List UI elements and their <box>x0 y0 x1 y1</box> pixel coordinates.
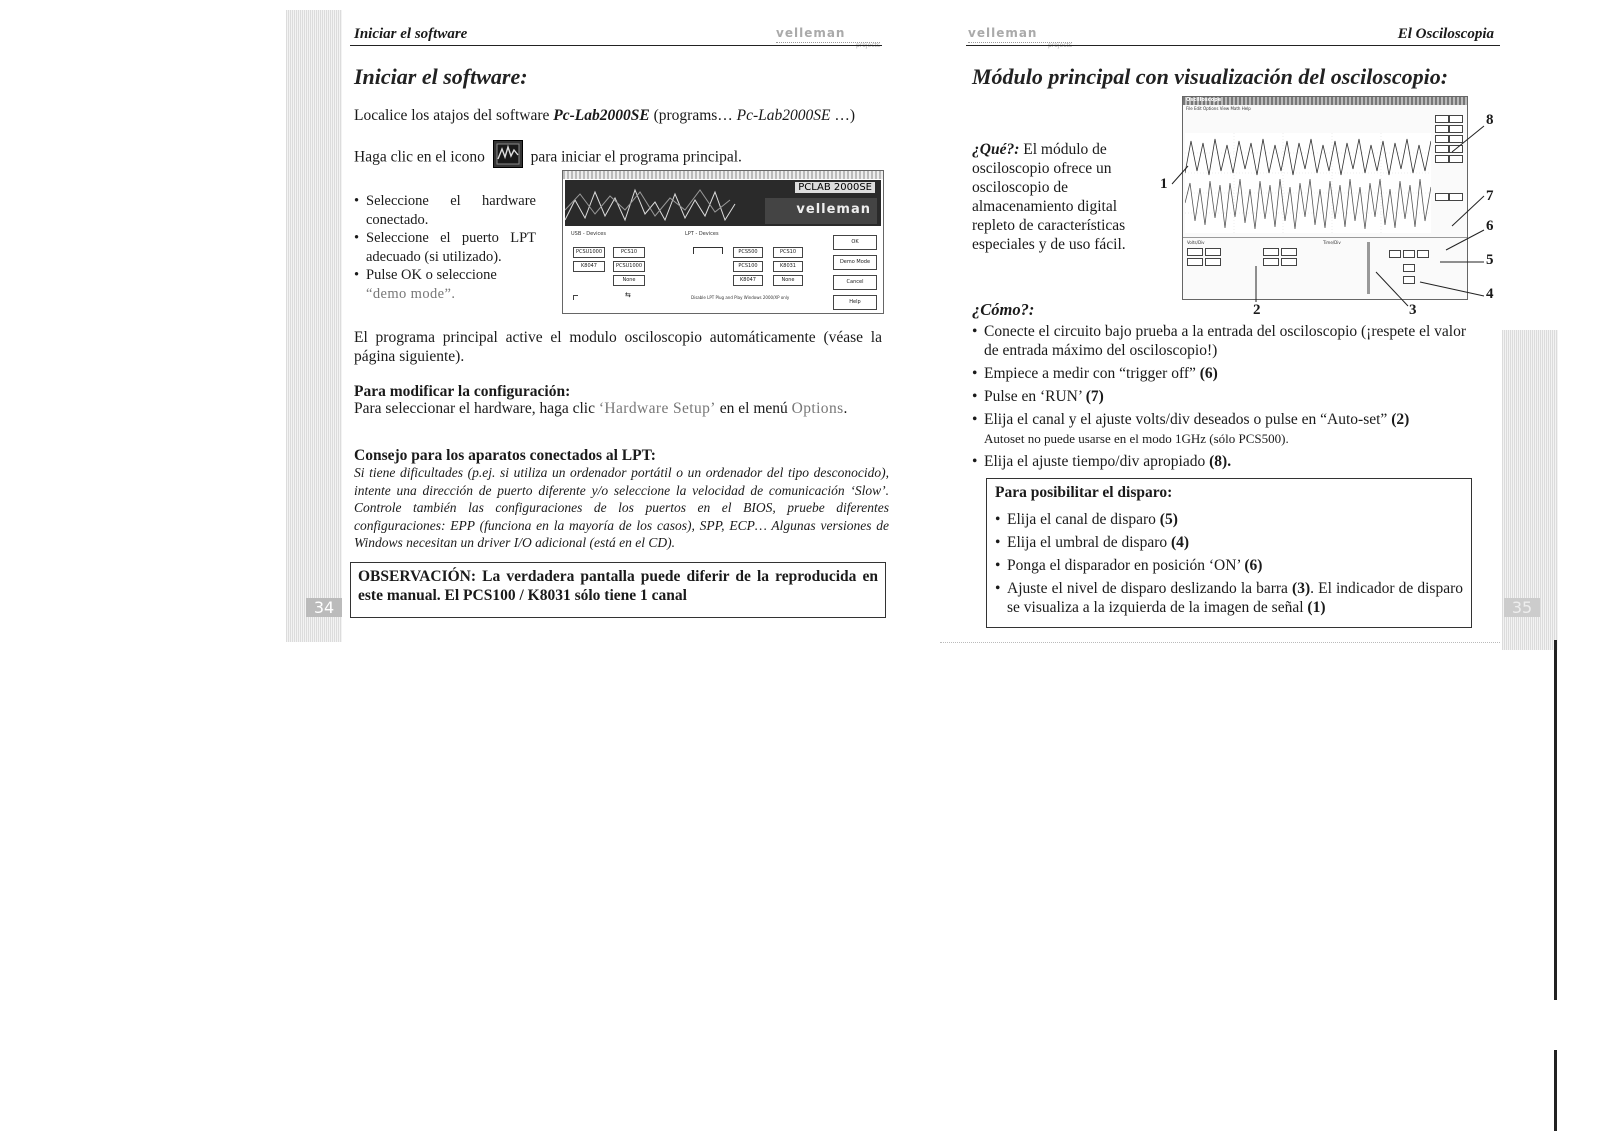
startup-step-3: • Pulse OK o seleccione “demo mode”. <box>354 266 536 303</box>
disable-pnp-checkbox-label: Disable LPT Plug and Play Windows 2000/XP only <box>691 295 790 300</box>
como-step-3: • Pulse en ‘RUN’ (7) <box>972 387 1472 406</box>
usb-btn-pcsu1000[interactable]: PCSU1000 <box>573 247 605 258</box>
dialog-checkbox[interactable] <box>573 295 578 300</box>
dialog-ok-button[interactable]: OK <box>833 235 877 250</box>
startup-step-2: • Seleccione el puerto LPT adecuado (si utilizado). <box>354 229 536 266</box>
como-steps-list <box>972 322 1472 471</box>
como-step-1: • Conecte el circuito bajo prueba a la entrada del osciloscopio (¡respete el valor de entrada máximo del osciloscopio!) <box>972 322 1472 360</box>
velleman-logo-left: velleman projects <box>776 26 880 49</box>
osc-btn-a[interactable] <box>1435 125 1449 133</box>
osc-ch1-coupling-dc[interactable] <box>1205 258 1221 266</box>
osc-timediv-label: Time/Div <box>1323 240 1341 245</box>
left-page-number: 34 <box>306 598 342 617</box>
osc-trigger-level-slider[interactable] <box>1367 242 1370 294</box>
osc-btn-c[interactable] <box>1435 135 1449 143</box>
right-page-bottom-dotted-rule <box>940 642 1500 643</box>
callout-1: 1 <box>1160 176 1168 192</box>
dialog-banner-title: PCLAB 2000SE <box>795 182 875 193</box>
osc-run-button[interactable] <box>1435 193 1449 201</box>
osc-titlebar <box>1183 97 1467 105</box>
osc-ch1-coupling-ac[interactable] <box>1187 258 1203 266</box>
osc-btn-e[interactable] <box>1435 145 1449 153</box>
usb-btn-k8047[interactable]: K8047 <box>573 261 605 272</box>
osc-ch1-autoset[interactable] <box>1205 248 1221 256</box>
osc-trigger-on-button[interactable] <box>1417 250 1429 258</box>
osc-btn-b[interactable] <box>1449 125 1463 133</box>
lpt-btn-pcs100[interactable]: PCS100 <box>733 261 763 272</box>
osc-waveform-area <box>1185 133 1431 233</box>
osc-volts-label: Volts/Div <box>1187 240 1205 245</box>
velleman-logo-right: velleman projects <box>968 26 1072 49</box>
usb-btn-none[interactable]: None <box>613 275 645 286</box>
trigger-step-2: • Elija el umbral de disparo (4) <box>995 533 1463 552</box>
lpt-tip-paragraph: Si tiene dificultades (p.ej. si utiliza un ordenador portátil o un ordenador del tipo desconocido), intente una dirección de puerto diferente y/o seleccione la velocidad de comunicación ‘Slow’. Controle también las configuraciones de los puertos en el BIOS, pruebe diferentes configuraciones: EPP (funciona en la mayoría de los casos), SPP, ECP… Algunas versiones de Windows necesitan un driver I/O adicional (está en el CD). <box>354 465 889 550</box>
dialog-demo-mode-button[interactable]: Demo Mode <box>833 255 877 270</box>
left-page-edge-strip <box>286 10 342 642</box>
callout-5: 5 <box>1486 252 1494 268</box>
lpt-btn-k8031[interactable]: K8031 <box>773 261 803 272</box>
dialog-banner-logo: velleman <box>796 202 871 217</box>
que-paragraph: ¿Qué?: El módulo de osciloscopio ofrece un osciloscopio de almacenamiento digital repleto de características especiales y de uso fácil. <box>972 141 1126 253</box>
osc-btn-f[interactable] <box>1449 145 1463 153</box>
pclab-startup-dialog <box>562 170 884 314</box>
lpt-tip-heading: Consejo para los aparatos conectados al LPT: <box>354 447 656 464</box>
config-heading: Para modificar la configuración: <box>354 383 571 400</box>
config-paragraph: Para seleccionar el hardware, haga clic ‘Hardware Setup’ en el menú Options. <box>354 400 848 417</box>
left-running-header: Iniciar el software <box>354 26 468 42</box>
callout-7: 7 <box>1486 188 1494 204</box>
trigger-box-heading: Para posibilitar el disparo: <box>995 484 1173 501</box>
como-step-4: • Elija el canal y el ajuste volts/div deseados o pulse en “Auto-set” (2) Autoset no puede usarse en el modo 1GHz (sólo PCS500). <box>972 410 1472 448</box>
osc-timediv-up[interactable] <box>1435 115 1449 123</box>
como-label: ¿Cómo?: <box>972 300 1035 319</box>
autoset-note: Autoset no puede usarse en el modo 1GHz (sólo PCS500). <box>984 431 1289 446</box>
usb-btn-pcsu1000b[interactable]: PCSU1000 <box>613 261 645 272</box>
como-step-5: • Elija el ajuste tiempo/div apropiado (8). <box>972 452 1472 471</box>
osc-trigger-slope-button[interactable] <box>1403 276 1415 284</box>
trigger-step-3: • Ponga el disparador en posición ‘ON’ (6) <box>995 556 1463 575</box>
callout-6: 6 <box>1486 218 1494 234</box>
osc-btn-d[interactable] <box>1449 135 1463 143</box>
usb-devices-label: USB - Devices <box>571 231 606 237</box>
pclab-program-icon[interactable] <box>493 140 523 168</box>
osc-ch2-voltsdiv[interactable] <box>1263 248 1279 256</box>
click-icon-line: Haga clic en el icono para iniciar el programa principal. <box>354 144 884 172</box>
trigger-step-4: • Ajuste el nivel de disparo deslizando la barra (3). El indicador de disparo se visualiza a la izquierda de la imagen de señal (1) <box>995 579 1463 617</box>
osc-trigger-ch-button[interactable] <box>1389 250 1401 258</box>
osc-title: Oscilloscope <box>1186 97 1222 103</box>
dialog-banner <box>565 180 881 226</box>
dialog-cancel-button[interactable]: Cancel <box>833 275 877 290</box>
lpt-port-field[interactable] <box>693 247 723 254</box>
callout-3: 3 <box>1409 302 1417 318</box>
callout-2: 2 <box>1253 302 1261 318</box>
osc-single-button[interactable] <box>1449 193 1463 201</box>
osc-trigger-src-button[interactable] <box>1403 264 1415 272</box>
callout-4: 4 <box>1486 286 1494 302</box>
trigger-step-1: • Elija el canal de disparo (5) <box>995 510 1463 529</box>
trigger-steps-list <box>995 510 1463 617</box>
dialog-help-button[interactable]: Help <box>833 295 877 310</box>
osc-menu: File Edit Options View Math Help <box>1186 106 1251 111</box>
dialog-titlebar <box>563 171 883 179</box>
startup-step-1: • Seleccione el hardware conectado. <box>354 192 536 229</box>
right-page-title: Módulo principal con visualización del osciloscopio: <box>972 64 1449 89</box>
lpt-btn-none[interactable]: None <box>773 275 803 286</box>
osc-btn-h[interactable] <box>1449 155 1463 163</box>
left-header-rule <box>350 45 882 46</box>
osc-ch2-autoset[interactable] <box>1281 248 1297 256</box>
usb-icon: ⇆ <box>625 291 631 299</box>
lpt-btn-pcs500[interactable]: PCS500 <box>733 247 763 258</box>
osc-trigger-ch2-button[interactable] <box>1403 250 1415 258</box>
auto-module-paragraph: El programa principal active el modulo osciloscopio automáticamente (véase la página siguiente). <box>354 329 882 365</box>
scan-edge-bar-1 <box>1554 640 1557 1000</box>
right-page-number: 35 <box>1504 598 1540 617</box>
osc-bottom-controls <box>1183 237 1467 298</box>
startup-steps-list <box>354 192 536 303</box>
intro-paragraph: Localice los atajos del software Pc-Lab2000SE (programs… Pc-Lab2000SE …) <box>354 107 856 124</box>
lpt-devices-label: LPT - Devices <box>685 231 719 237</box>
scan-edge-bar-2 <box>1554 1050 1557 1131</box>
osc-btn-g[interactable] <box>1435 155 1449 163</box>
trigger-box <box>986 478 1472 628</box>
osc-side-buttons <box>1435 115 1463 225</box>
callout-8: 8 <box>1486 112 1494 128</box>
osc-timediv-down[interactable] <box>1449 115 1463 123</box>
observation-box: OBSERVACIÓN: La verdadera pantalla puede diferir de la reproducida en este manual. El PCS100 / K8031 sólo tiene 1 canal <box>350 562 886 618</box>
right-header-rule <box>966 45 1500 46</box>
lpt-btn-pcs10[interactable]: PCS10 <box>773 247 803 258</box>
osc-ch2-coupling-dc[interactable] <box>1281 258 1297 266</box>
left-page-title: Iniciar el software: <box>354 64 528 89</box>
osc-ch2-coupling-ac[interactable] <box>1263 258 1279 266</box>
osc-ch1-voltsdiv[interactable] <box>1187 248 1203 256</box>
como-step-2: • Empiece a medir con “trigger off” (6) <box>972 364 1472 383</box>
oscilloscope-screenshot <box>1182 96 1468 300</box>
usb-btn-pcs10[interactable]: PCS10 <box>613 247 645 258</box>
right-running-header: El Osciloscopia <box>1397 26 1494 42</box>
lpt-btn-k8047[interactable]: K8047 <box>733 275 763 286</box>
